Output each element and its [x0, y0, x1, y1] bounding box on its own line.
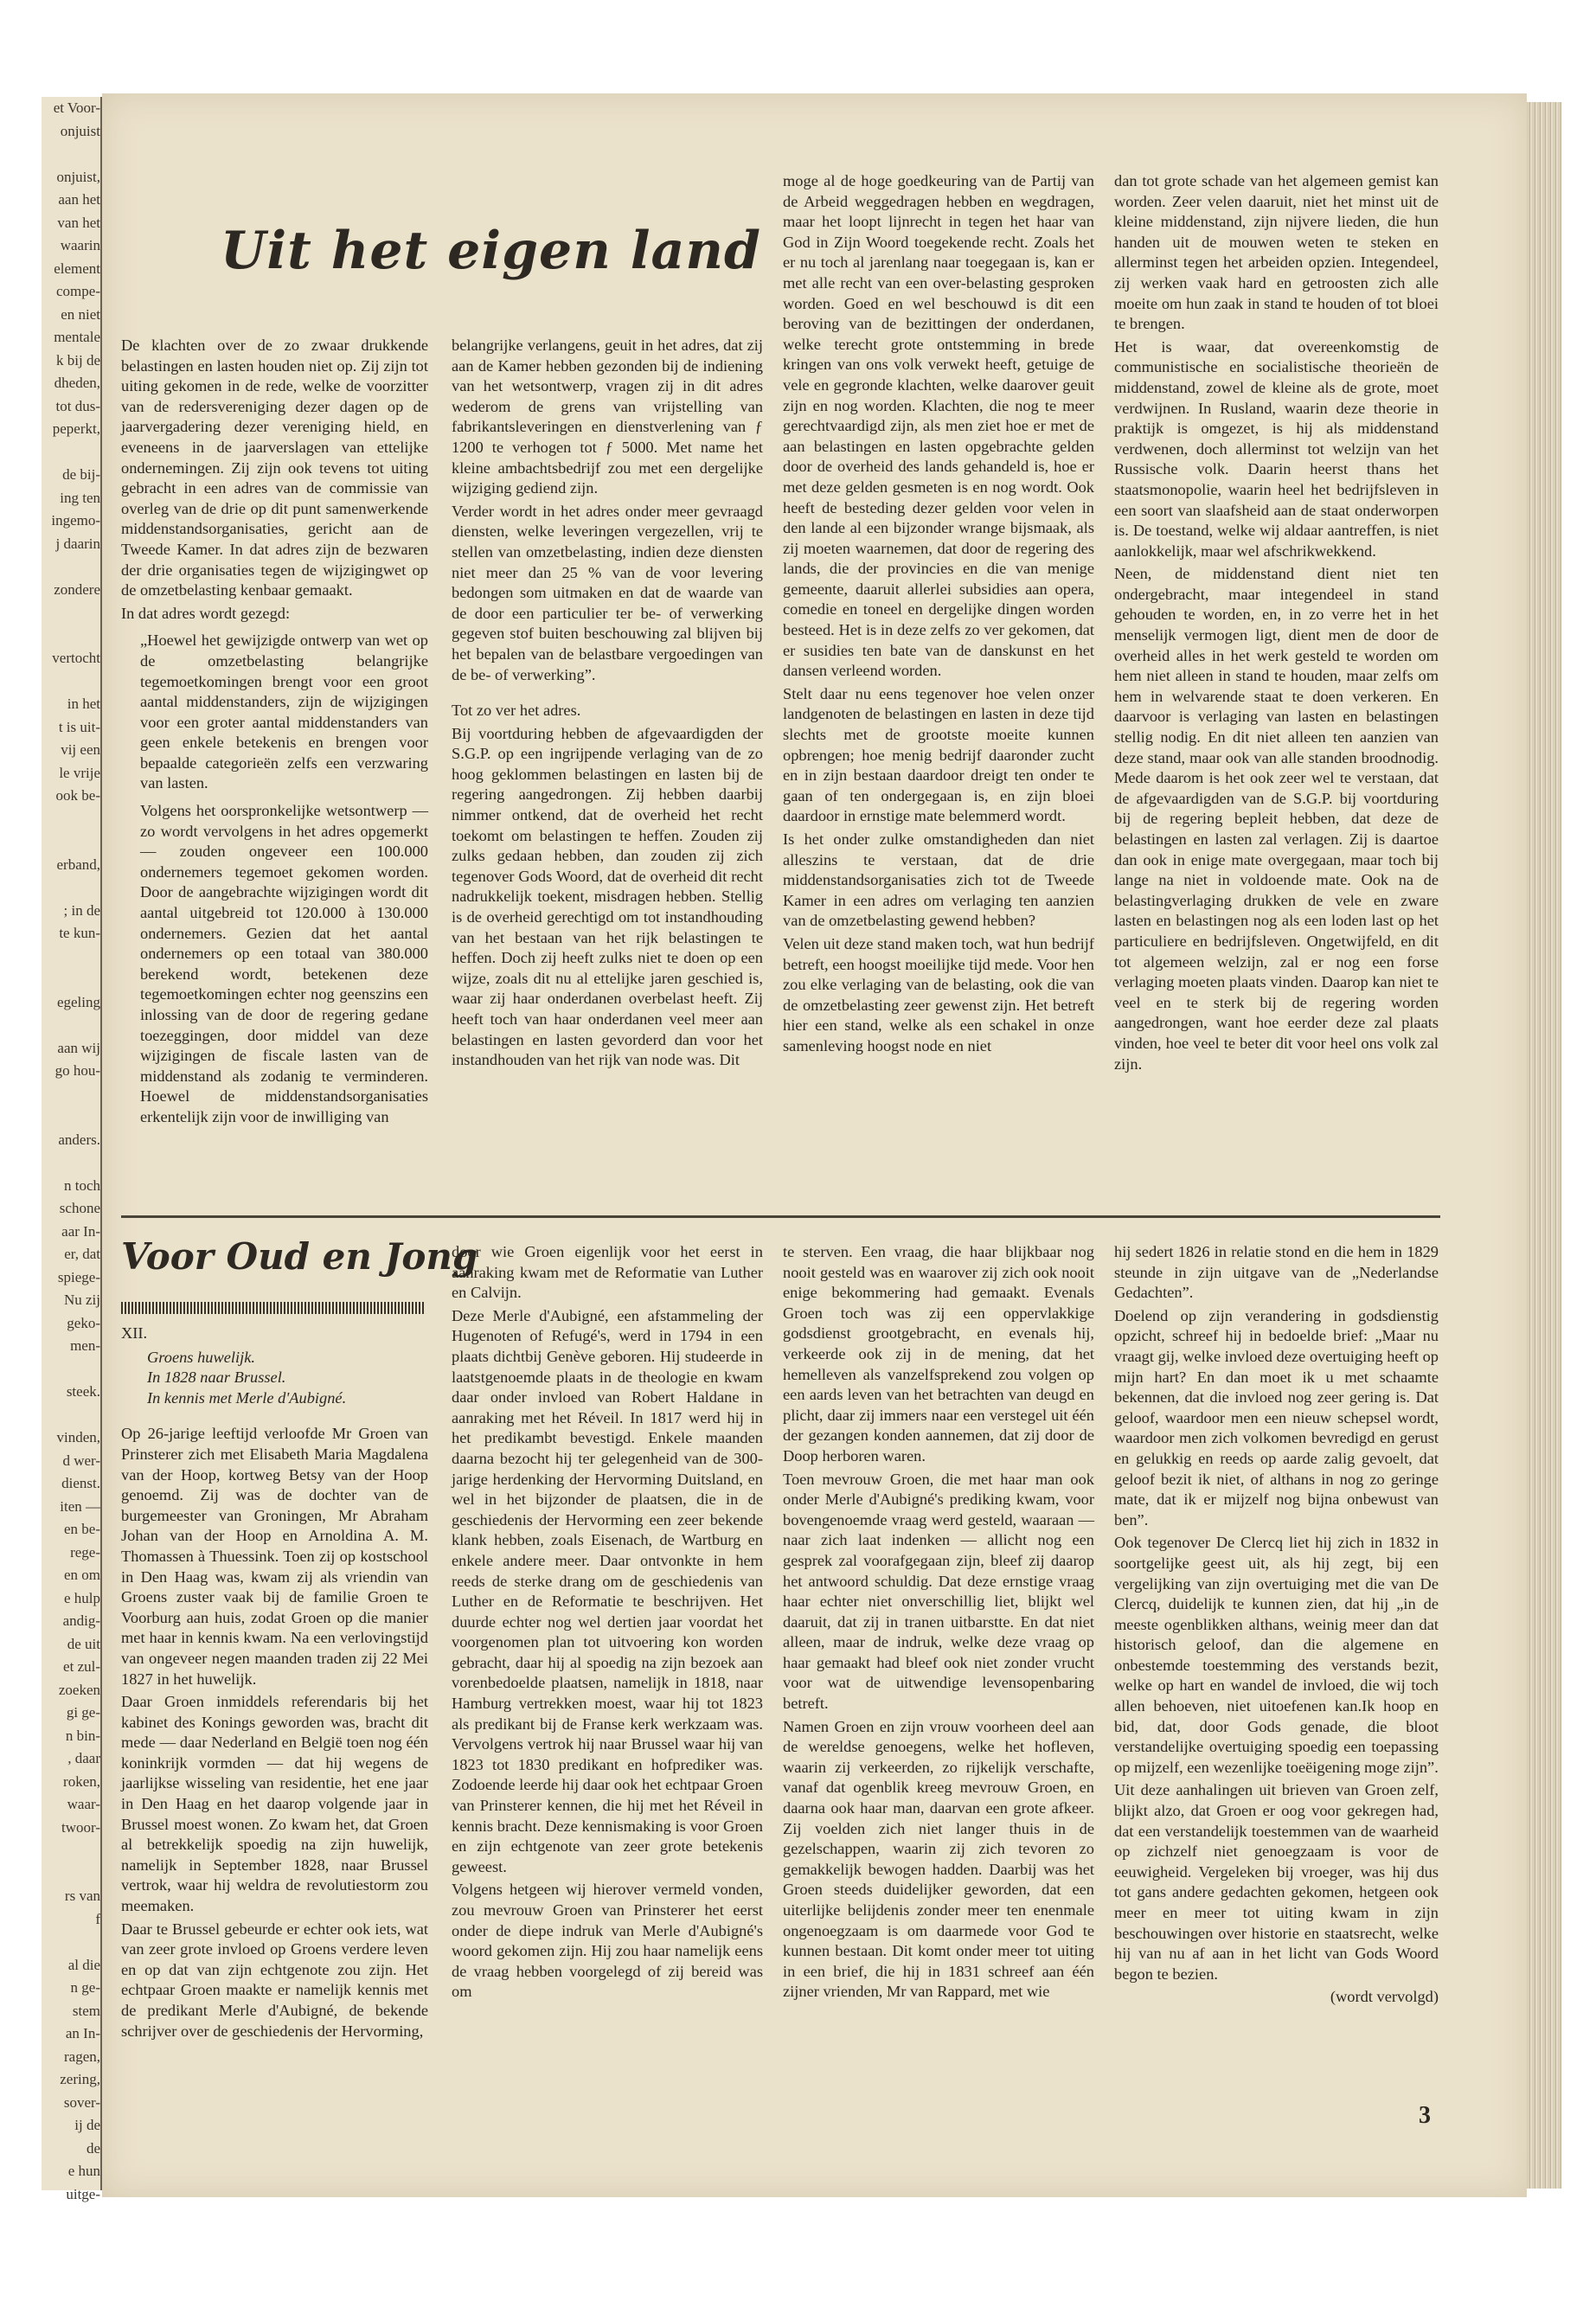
article1-column-1 [121, 336, 428, 1131]
paragraph: Tot zo ver het adres. [452, 702, 581, 720]
subheading: Groens huwelijk. [147, 1348, 255, 1366]
paragraph: Verder wordt in het adres onder meer gevraagd diensten, welke leveringen vergezellen, vrij te stellen van omzetbelasting, indien deze diensten niet meer dan 25 % van de voor levering bedongen som uitmaken en dat de waarde van de door een particulier ter be- of verwerking gegeven stof buiten beschouwing zal blijven bij het bepalen van de belastbare vergoedingen van de be- of verwerking”. [452, 502, 763, 683]
paragraph: Namen Groen en zijn vrouw voorheen deel aan de wereldse genoegens, welke het hofleven, waarin zij verkeerden, zo rijkelijk verschafte, vanaf dat ogenblik kreeg mevrouw Groen, en daarna ook haar man, daarvan een grote afkeer. Zij voelden zich niet langer thuis in de gezelschappen, waarin zij zich tevoren zo gemakkelijk bewogen hadden. Daarbij was het Groen steeds duidelijker geworden, dat een uiterlijke belijdenis zonder meer ten enenmale ongenoegzaam is om daarmede voor God te kunnen bestaan. Dit komt onder meer tot uiting in een brief, die hij in 1831 schreef aan één zijner vrienden, Mr van Rappard, met wie [783, 1717, 1094, 2001]
article2-column-4 [1114, 1242, 1439, 2010]
installment-number: XII. [121, 1324, 148, 1342]
paragraph: hij sedert 1826 in relatie stond en die hem in 1829 steunde in zijn uitgave van de „Nederlandse Gedachten”. [1114, 1243, 1439, 1302]
paragraph: Ook tegenover De Clercq liet hij zich in 1832 in soortgelijke geest uit, als hij zegt, bij een vergelijking van zijn overtuiging met die van De Clercq, duidelijk te kunnen zien, dat hij „in de meeste ogenblikken althans, weinig meer dan dat historisch geloof, dan die algemene en onbestemde toestemming des verstands bezit, welke op hart en wandel de invloed, die wij toch allen behoeven, niet uitoefenen kan.Ik hoop en bid, dat, door Gods genade, die bloot verstandelijke overtuiging spoedig een toepassing op mijzelf, een wezenlijke toeëigening moge zijn”. [1114, 1534, 1439, 1776]
to-be-continued: (wordt vervolgd) [1330, 1988, 1439, 2006]
paragraph: Op 26-jarige leeftijd verloofde Mr Groen van Prinsterer zich met Elisabeth Maria Magdalena van der Hoop, kortweg Betsy van der Hoop genoemd. Zij was de dochter van de burgemeester van Groningen, Mr Abraham Johan van der Hoop en Arnoldina A. M. Thomassen à Thuessink. Toen zij op kostschool in Den Haag was, kwam zij als vriendin van Groens zuster vaak bij de familie Groen te Voorburg aan huis, zodat Groen op die manier met haar in kennis kwam. Na een verlovingstijd van ongeveer negen maanden traden zij 22 Mei 1827 in het huwelijk. [121, 1425, 428, 1688]
paragraph: Daar Groen inmiddels referendaris bij het kabinet des Konings geworden was, bracht dit mede — daar Nederland en België toen nog één koninkrijk vormden — dat hij wegens de jaarlijkse wisseling van residentie, het ene jaar in Den Haag en het daarop volgende jaar in Brussel moest wonen. Zo kwam het, dat Groen al betrekkelijk spoedig na zijn huwelijk, namelijk in September 1828, naar Brussel vertrok, waar hij weldra de revolutiestorm zou meemaken. [121, 1693, 428, 1915]
paragraph: Velen uit deze stand maken toch, wat hun bedrijf betreft, een hoogst moeilijke tijd mede. Voor hen zou elke verlaging van de belasting, ook die van de omzetbelasting zeer gewenst zijn. Het betreft hier een stand, welke als een schakel in onze samenleving hoogst node en niet [783, 934, 1094, 1054]
article-subheadings [121, 1348, 428, 1409]
section-title-uit-het-eigen-land: Uit het eigen land [221, 221, 761, 281]
paragraph: te sterven. Een vraag, die haar blijkbaar nog nooit gesteld was en waarover zij zich ook nooit enige bekommering had gemaakt. Evenals Groen toch was zij een oppervlakkige godsdienst grootgebracht, en evenals hij, verkeerde ook zij in de mening, dat het hemelleven als vanzelfsprekend zou volgen op een aards leven van het betrachten van deugd en plicht, daar zij immers naar een verstegel uit één der gezangen konden aannemen, dat zij door de Doop herboren waren. [783, 1243, 1094, 1465]
paragraph: De klachten over de zo zwaar drukkende belastingen en lasten houden niet op. Zij zijn tot uiting gekomen in de rede, welke de voorzitter van de redersvereniging dezer dagen op de jaarvergadering dezer vereniging hield, en eveneens in de jaarverslagen van ettelijke ondernemingen. Zij zijn ook tevens tot uiting gebracht in een adres van de commissie van overleg van de drie op dit punt samenwerkende middenstandsorganisaties, gericht aan de Tweede Kamer. In dat adres zijn de bezwaren der drie organisaties tegen de wijzigingwet op de omzetbelasting kenbaar gemaakt. [121, 336, 428, 599]
page-stack-edges [1527, 102, 1561, 2189]
subheading: In 1828 naar Brussel. [147, 1368, 286, 1387]
article1-column-4 [1114, 171, 1439, 1077]
paragraph: Is het onder zulke omstandigheden dan niet alleszins te verstaan, dat de drie middenstandsorganisaties zich tot de Tweede Kamer in een adres om verlaging ten aanzien van de omzetbelasting gewend hebben? [783, 830, 1094, 930]
paragraph: belangrijke verlangens, geuit in het adres, dat zij aan de Kamer hebben gezonden bij de indiening van het wetsontwerp, vragen zij in dit adres wederom de grens van vrijstelling van fabrikantsleveringen en dienstverlening van ƒ 1200 te verhogen tot ƒ 5000. Met name het kleine ambachtsbedrijf zou met een dergelijke wijziging gediend zijn. [452, 336, 763, 497]
paragraph: dan tot grote schade van het algemeen gemist kan worden. Zeer velen daaruit, niet het minst uit de kleine middenstand, zijn nijvere lieden, die hun handen uit de mouwen weten te steken en allerminst tegen het arbeiden opzien. Integendeel, zij werken vaak hard en getroosten zich alle moeite om hun zaak in stand te houden of tot bloei te brengen. [1114, 172, 1439, 333]
quote-paragraph: „Hoewel het gewijzigde ontwerp van wet op de omzetbelasting belangrijke tegemoetkomingen brengt voor een groot aantal middenstanders, zijn de wijzigingen voor een groter aantal middenstanders van geen enkele betekenis en brengen voor bepaalde categorieën zelfs een verzwaring van lasten. [140, 631, 428, 792]
paragraph: Uit deze aanhalingen uit brieven van Groen zelf, blijkt alzo, dat Groen er oog voor gekregen had, dat een verstandelijk toestemmen van de waarheid op zichzelf niet genoegzaam is voor de eeuwigheid. Vergeleken bij vroeger, was hij dus tot gans andere gedachten gekomen, hetgeen ook meer en meer tot uiting kwam in zijn beschouwingen over historie en staatsrecht, welke hij van nu af aan in het licht van Gods Woord begon te bezien. [1114, 1781, 1439, 1983]
page-number: 3 [1419, 2102, 1431, 2129]
paragraph: Bij voortduring hebben de afgevaardigden der S.G.P. op een ingrijpende verlaging van de zo hoog geklommen belastingen en lasten bij de regering aangedrongen. Zij hebben daarbij nimmer ontkend, dat de overheid het recht toekomt om belastingen te heffen. Zouden zij zulks gedaan hebben, dan zouden zij zich tegenover Gods Woord, dat de overheid dit recht nadrukkelijk toekent, misdragen hebben. Stellig is de overheid gerechtigd om tot instandhouding van het bestaan van het rijk belastingen te heffen. Doch zij heeft zulks niet te doen op een wijze, zoals dit nu al ettelijke jaren geschied is, waar zij haar onderdanen overbelast heeft. Zij heeft toch van haar onderdanen veel meer aan belastingen en lasten gevorderd dan voor het instandhouden van het rijk van node was. Dit [452, 724, 763, 1069]
article2-column-3 [783, 1242, 1094, 2005]
paragraph: moge al de hoge goedkeuring van de Partij van de Arbeid weggedragen hebben en wegdragen, maar het loopt lijnrecht in tegen het haar van God in Zijn Woord toegekende recht. Zoals het er nu toch al jarenlang naar toegegaan is, kan er met alle recht van een over-belasting gesproken worden. Goed en wel beschouwd is dit een beroving van de bezittingen der onderdanen, welke terecht grote ontstemming in brede kringen van ons volk verwekt heeft, getuige de vele en gegronde klachten, welke daarover geuit zijn en nog worden. Klachten, die nog te meer gerechtvaardigd zijn, als men ziet hoe er met de aan belastingen en lasten opgebrachte gelden door de overheid des lands gehandeld is, hoe er met deze gelden gesmeten is en nog wordt. Ook heeft de besteding dezer gelden voor velen in den lande al een bijzonder wrange bijsmaak, als zij moeten waarnemen, dat door de regering des lands, die der provincies en die van menige gemeente, daaruit allerlei subsidies aan opera, comedie en toneel en dergelijke dingen worden besteed. Het is in deze zelfs zo ver gekomen, dat er susidies ten bate van de danskunst en het dansen verleend worden. [783, 172, 1094, 680]
article2-column-2 [452, 1242, 763, 2005]
article2-column-1 [121, 1324, 428, 2044]
paragraph: In dat adres wordt gezegd: [121, 604, 291, 622]
decorative-hatch-bar [121, 1302, 424, 1314]
section-title-voor-oud-en-jong: Voor Oud en Jong [121, 1235, 478, 1278]
paragraph: Deze Merle d'Aubigné, een afstammeling der Hugenoten of Refugé's, werd in 1794 in een plaats dichtbij Genève geboren. Hij studeerde in laatstgenoemde plaats in de theologie en kwam daar onder invloed van Robert Haldane in aanraking met het Réveil. In 1817 werd hij in het predikambt bevestigd. Enkele maanden daarna bezocht hij ter gelegenheid van de 300-jarige herdenking der Hervorming Duitsland, en wel in het bijzonder de plaatsen, die in de geschiedenis der Hervorming een zeer bekende klank hebben, zoals Eisenach, de Wartburg en enkele andere meer. Daar ontvonkte in hem reeds de sterke drang om de geschiedenis van Luther en de Reformatie te beschrijven. Het duurde echter nog wel dertien jaar voordat het voorgenomen plan tot uitvoering kon worden gebracht, daar hij al spoedig na zijn bezoek aan vorenbedoelde plaatsen, namelijk in 1818, naar Hamburg vertrekken moest, waar hij tot 1823 als predikant bij de Franse kerk werkzaam was. Vervolgens vertrok hij naar Brussel waar hij van 1823 tot 1830 predikant en hofprediker was. Zodoende leerde hij daar ook het echtpaar Groen van Prinsterer kennen, die hij met het Réveil in kennis bracht. Deze kennismaking is voor Groen en zijn echtgenote van zeer grote betekenis geweest. [452, 1306, 763, 1875]
paragraph: door wie Groen eigenlijk voor het eerst in aanraking kwam met de Reformatie van Luther en Calvijn. [452, 1243, 763, 1302]
paragraph: Doelend op zijn verandering in godsdienstig opzicht, schreef hij in bedoelde brief: „Maar nu vraagt gij, welke invloed deze overtuiging heeft op mijn hart? En dan moet ik u met schaamte bekennen, dat die invloed nog zeer gering is. Dat geloof, waardoor men een nieuw schepsel wordt, waardoor men zich volkomen bevredigd en gerust en gelukkig en reeds op aarde zalig gevoelt, dat geloof bezit ik niet, of althans in nog zo geringe mate, dat ik er mijzelf nog bijna onbewust van ben”. [1114, 1306, 1439, 1529]
left-page-fragments: et Voor- onjuist onjuist, aan het van het waarin element compe- en niet mentale k bij de dheden, tot dus- peperkt, de bij- ing ten ingemo- j daarin zondere vertocht in het t is uit- vij een le vrije ook be- erband, ; in de te kun- egeling aan wij go hou- anders. n toch schone aar In- er, dat spiege- Nu zij geko- men- steek. vinden, d wer- dienst. iten — en be- rege- en om e hulp andig- de uit et zul- zoeken gi ge- n bin- , daar roken, waar- twoor- rs van f al die n ge- stem an In- ragen, zering, sover- ij de de e hun uitge- [51, 99, 100, 2202]
quote-paragraph: Volgens het oorspronkelijke wetsontwerp — zo wordt vervolgens in het adres opgemerkt — zouden ongeveer een 100.000 ondernemers tegemoet gekomen worden. Door de aangebrachte wijzigingen wordt dit aantal uitgebreid tot 120.000 à 130.000 ondernemers. Gezien dat het aantal ondernemers op een totaal van 380.000 berekend wordt, betekenen deze tegemoetkomingen echter nog geenszins een inlossing van de door de regering gedane toezeggingen, door middel van deze wijzigingen de fiscale lasten van de middenstand als zodanig te verminderen. Hoewel de middenstandsorganisaties erkentelijk zijn voor de inwilliging van [140, 802, 428, 1125]
paragraph: Daar te Brussel gebeurde er echter ook iets, wat van zeer grote invloed op Groens verdere leven en op dat van zijn echtgenote zou zijn. Het echtpaar Groen maakte er namelijk kennis met de predikant Merle d'Aubigné, de bekende schrijver over de geschiedenis der Hervorming, [121, 1920, 428, 2040]
left-page-edge [42, 97, 103, 2202]
article1-column-3 [783, 171, 1094, 1060]
paragraph: Toen mevrouw Groen, die met haar man ook onder Merle d'Aubigné's prediking kwam, voor bovengenoemde vraag werd gesteld, waaraan — naar zich laat indenken — allicht nog een gesprek zal voorafgegaan zijn, bleef zij daarop het antwoord schuldig. Dat deze ernstige vraag haar echter niet onverschillig liet, blijkt wel daaruit, dat zij in tranen uitbarstte. En dat niet alleen, maar de indruk, welke deze vraag op haar gemaakt had bleef ook niet zonder vrucht voor wat de uitwendige levensopenbaring betreft. [783, 1470, 1094, 1713]
paragraph: Stelt daar nu eens tegenover hoe velen onzer landgenoten de belastingen en lasten in deze tijd slechts met de grootste moeite kunnen opbrengen; hoe menig bedrijf daaronder zucht en in zijn bestaan daardoor dreigt ten onder te gaan of ten ondergegaan is, en zijn bloei daardoor in ernstige mate belemmerd wordt. [783, 684, 1094, 825]
article1-column-2 [452, 336, 763, 1074]
paragraph: Neen, de middenstand dient niet ten ondergebracht, maar integendeel in stand gehouden te worden, en, in zo verre het in het menselijk vermogen ligt, dient men de door de overheid alles in het werk gesteld te worden om hem niet alleen in stand te houden, maar zelfs om hem in welvarende staat te doen verkeren. En daarvoor is verlaging van lasten en belastingen stellig nodig. En dit niet alleen ten aanzien van deze stand, maar ook van alle standen broodnodig. Mede daarom is het ook zeer wel te verstaan, dat de afgevaardigden van de S.G.P. bij voortduring bij de regering bepleit hebben, dat deze de belastingen en lasten zal verlagen. Zij is daartoe dan ook in enige mate overgegaan, maar toch bij lange na niet in voldoende mate. Ook na de belastingverlaging drukken de vele en zware lasten en belastingen nog als een loden last op het particuliere en bedrijfsleven. Ongetwijfeld, en dit tot algemeen welzijn, zal er nog een forse verlaging moeten plaats vinden. Daarop kan niet te veel en te sterk bij de regering worden aangedrongen, want hoe eerder deze zal plaats vinden, hoe veel te beter dit voor heel ons volk zal zijn. [1114, 565, 1439, 1073]
paragraph: Volgens hetgeen wij hierover vermeld vonden, zou mevrouw Groen van Prinsterer het eerst onder de diepe indruk van Merle d'Aubigné's woord gekomen zijn. Hij zou haar namelijk eens de vraag hebben voorgelegd of zij bereid was om [452, 1881, 763, 2001]
section-divider [121, 1215, 1440, 1218]
paragraph: Het is waar, dat overeenkomstig de communistische en socialistische theorieën de middenstand, zowel de kleine als de grote, moet verdwijnen. In Rusland, waarin deze theorie in praktijk is omgezet, is hij als middenstand verdwenen, doch allerminst tot welzijn van het Russische volk. Daarin heerst thans het staatsmonopolie, waarin heel het bedrijfsleven in een soort van slaafsheid aan de staat onderworpen is. De toestand, welke wij aldaar aantreffen, is niet aanlokkelijk, maar wel afschrikwekkend. [1114, 337, 1439, 560]
subheading: In kennis met Merle d'Aubigné. [147, 1388, 347, 1407]
